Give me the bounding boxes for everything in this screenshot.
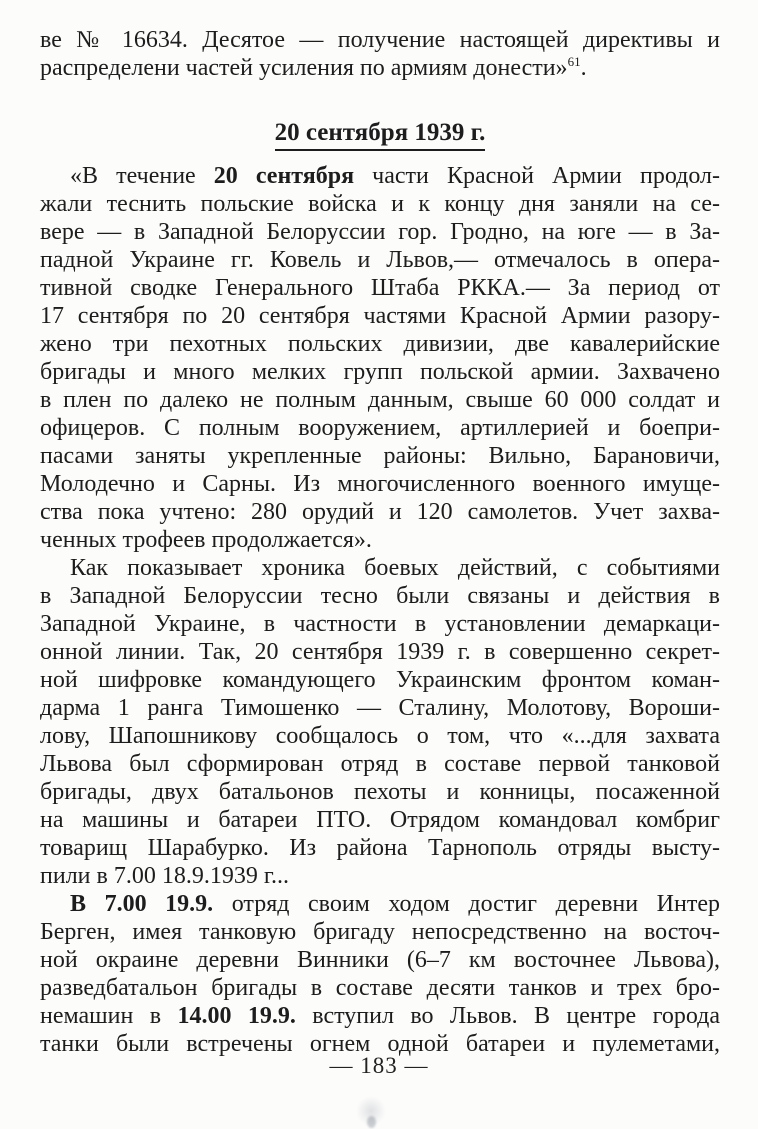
text-segment: части Красной Армии продол- (354, 163, 720, 189)
text-line (40, 26, 720, 54)
footnote-ref: 61 (567, 54, 581, 69)
text-line (40, 330, 720, 358)
text-segment: Западной Украине, в частности в установлении демаркаци- (40, 611, 720, 637)
text-segment: офицеров. С полным вооружением, артиллерией и боепри- (40, 415, 720, 441)
text-segment: Львова был сформирован отряд в составе первой танковой (40, 751, 720, 777)
paragraph (40, 554, 720, 890)
text-segment: Молодечно и Сарны. Из многочисленного военного имуще- (40, 471, 720, 497)
text-segment: . (580, 55, 587, 81)
paragraph (40, 162, 720, 554)
text-line (40, 554, 720, 582)
text-line (40, 638, 720, 666)
text-segment: 17 сентября по 20 сентября частями Красной Армии разору- (40, 303, 720, 329)
text-line (40, 722, 720, 750)
text-line (40, 806, 720, 834)
text-segment: ства пока учтено: 280 орудий и 120 самолетов. Учет захва- (40, 499, 720, 525)
text-line (40, 386, 720, 414)
text-segment: ной шифровке командующего Украинским фронтом коман- (40, 667, 720, 693)
text-line (40, 582, 720, 610)
page-number: — 183 — (329, 1053, 429, 1078)
text-line (40, 974, 720, 1002)
text-segment: вступил во Львов. В центре города (295, 1003, 721, 1029)
text-segment: 14.00 19.9. (177, 1003, 296, 1029)
text-segment: Как показывает хроника боевых действий, с событиями (70, 555, 720, 581)
text-line (40, 246, 720, 274)
text-line (40, 470, 720, 498)
text-line (40, 526, 720, 554)
text-segment: распределени частей усиления по армиям донести» (40, 55, 568, 81)
text-segment: жено три пехотных польских дивизии, две кавалерийские (40, 331, 720, 357)
text-line (40, 862, 720, 890)
text-line (40, 414, 720, 442)
paragraph (40, 26, 720, 82)
text-segment: в Западной Белоруссии тесно были связаны и действия в (40, 583, 720, 609)
text-line (40, 442, 720, 470)
text-segment: «В течение (70, 163, 214, 189)
text-segment: ве № 16634. Десятое — получение настоящей директивы и (40, 27, 720, 53)
text-line (40, 498, 720, 526)
text-line (40, 778, 720, 806)
text-line (40, 890, 720, 918)
text-line (40, 358, 720, 386)
text-line (40, 610, 720, 638)
text-segment: на машины и батареи ПТО. Отрядом командовал комбриг (40, 807, 720, 833)
text-segment: дарма 1 ранга Тимошенко — Сталину, Молотову, Вороши- (40, 695, 720, 721)
text-line (40, 54, 720, 82)
text-line (40, 694, 720, 722)
text-segment: в плен по далеко не полным данным, свыше 60 000 солдат и (40, 387, 720, 413)
text-segment: товарищ Шарабурко. Из района Тарнополь отряды высту- (40, 835, 720, 861)
paragraph (40, 890, 720, 1058)
text-line (40, 1002, 720, 1030)
text-line (40, 274, 720, 302)
text-line (40, 750, 720, 778)
text-line (40, 218, 720, 246)
text-segment: ченных трофеев продолжается». (40, 527, 372, 553)
text-line (40, 946, 720, 974)
text-segment: пасами заняты укрепленные районы: Вильно, Барановичи, (40, 443, 720, 469)
text-line (40, 666, 720, 694)
text-line (40, 302, 720, 330)
text-segment: 20 сентября (213, 163, 355, 189)
text-segment: разведбатальон бригады в составе десяти танков и трех бро- (40, 975, 720, 1001)
text-line (40, 918, 720, 946)
page-footer (0, 1052, 758, 1080)
text-segment: жали теснить польские войска и к концу дня заняли на се- (40, 191, 720, 217)
text-segment: лову, Шапошникову сообщалось о том, что «...для захвата (40, 723, 720, 749)
text-segment: танки были встречены огнем одной батареи и пулеметами, (40, 1031, 720, 1057)
text-segment: онной линии. Так, 20 сентября 1939 г. в совершенно секрет- (40, 639, 720, 665)
text-segment: пили в 7.00 18.9.1939 г... (40, 863, 289, 889)
text-line (40, 190, 720, 218)
text-line (40, 834, 720, 862)
text-segment: бригады, двух батальонов пехоты и конницы, посаженной (40, 779, 720, 805)
text-segment: В 7.00 19.9. (70, 891, 214, 917)
text-segment: отряд своим ходом достиг деревни Интер (213, 891, 720, 917)
text-segment: бригады и много мелких групп польской армии. Захвачено (40, 359, 720, 385)
text-segment: ной окраине деревни Винники (6–7 км восточнее Львова), (40, 947, 720, 973)
text-segment: вере — в Западной Белоруссии гор. Гродно, на юге — в За- (40, 219, 720, 245)
scan-mark (367, 1116, 376, 1128)
section-heading: 20 сентября 1939 г. (40, 118, 720, 148)
text-line (40, 162, 720, 190)
text-segment: падной Украине гг. Ковель и Львов,— отмечалось в опера- (40, 247, 720, 273)
text-segment: Берген, имея танковую бригаду непосредственно на восточ- (40, 919, 720, 945)
text-segment: тивной сводке Генерального Штаба РККА.— За период от (40, 275, 720, 301)
text-segment: немашин в (40, 1003, 178, 1029)
